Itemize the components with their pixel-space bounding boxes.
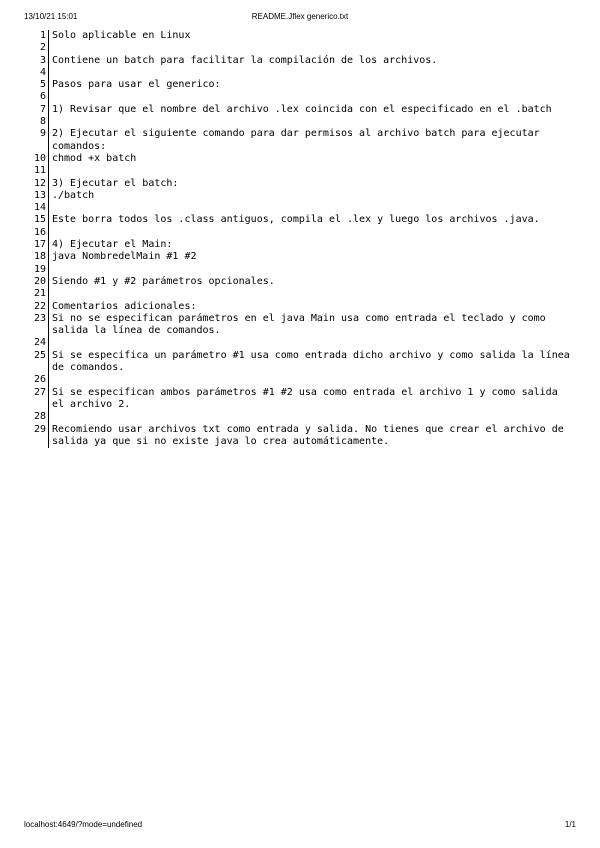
gutter-divider [48, 264, 49, 276]
code-line [30, 349, 576, 375]
line-number: 29 [33, 423, 46, 435]
line-number: 21 [33, 288, 46, 300]
print-header [24, 12, 576, 24]
line-text: Si se especifica un parámetro #1 usa como entrada dicho archivo y como salida la línea de comandos. [52, 349, 576, 374]
gutter-divider [48, 79, 49, 91]
code-line [30, 411, 570, 423]
code-line [30, 178, 570, 190]
gutter-divider [48, 411, 49, 423]
gutter-divider [48, 387, 49, 412]
code-line [30, 91, 570, 103]
code-line [30, 116, 570, 128]
line-number: 22 [33, 300, 46, 312]
code-line [30, 128, 570, 153]
code-line [30, 67, 570, 79]
gutter-divider [48, 165, 49, 177]
line-number: 10 [33, 152, 46, 164]
line-text: 3) Ejecutar el batch: [52, 177, 179, 189]
code-line [30, 190, 570, 202]
gutter-divider [48, 190, 49, 202]
line-number: 12 [33, 177, 46, 189]
gutter-divider [48, 55, 49, 67]
gutter-divider [48, 276, 49, 288]
line-number: 9 [39, 128, 46, 140]
line-number: 27 [33, 386, 46, 398]
code-line [30, 288, 570, 300]
document-title: README.Jflex generico.txt [251, 12, 349, 21]
gutter-divider [48, 350, 49, 375]
line-number: 25 [33, 349, 46, 361]
line-number: 6 [39, 91, 46, 103]
code-line [30, 264, 570, 276]
gutter-divider [48, 67, 49, 79]
gutter-divider [48, 239, 49, 251]
gutter-divider [48, 104, 49, 116]
line-text: Este borra todos los .class antiguos, compila el .lex y luego los archivos .java. [52, 214, 540, 226]
line-number: 2 [39, 42, 46, 54]
line-number: 20 [33, 275, 46, 287]
line-text: 2) Ejecutar el siguiente comando para dar permisos al archivo batch para ejecutar comandos: [52, 128, 546, 152]
line-text: Recomiendo usar archivos txt como entrada y salida. No tienes que crear el archivo de salida ya que si no existe java lo crea automáticamente. [52, 423, 570, 447]
code-line [30, 387, 570, 412]
line-number: 24 [33, 337, 46, 349]
code-line [30, 30, 570, 42]
line-number: 18 [33, 251, 46, 263]
line-number: 19 [33, 263, 46, 275]
line-text: ./batch [52, 189, 95, 201]
line-text: Solo aplicable en Linux [52, 30, 191, 41]
gutter-divider [48, 42, 49, 54]
code-line [30, 276, 570, 288]
line-number: 3 [39, 54, 46, 66]
line-number: 23 [33, 312, 46, 324]
code-line [30, 202, 570, 214]
gutter-divider [48, 153, 49, 165]
page-number: 1/1 [564, 820, 576, 829]
line-text: 1) Revisar que el nombre del archivo .lex coincida con el especificado en el .batch [52, 103, 552, 115]
code-line [30, 227, 570, 239]
line-number: 8 [39, 116, 46, 128]
code-line [30, 55, 570, 67]
code-line [30, 337, 570, 349]
code-line [30, 251, 570, 263]
line-number: 4 [39, 66, 46, 78]
gutter-divider [48, 116, 49, 128]
print-datetime: 13/10/21 15:01 [24, 12, 78, 21]
code-line [30, 79, 570, 91]
line-text: Si no se especifican parámetros en el java Main usa como entrada el teclado y como salida la línea de comandos. [52, 312, 552, 337]
line-text: 4) Ejecutar el Main: [52, 239, 173, 251]
gutter-divider [48, 214, 49, 226]
code-line [30, 374, 570, 386]
gutter-divider [48, 288, 49, 300]
gutter-divider [48, 251, 49, 263]
line-number: 28 [33, 411, 46, 423]
code-line [30, 313, 570, 338]
gutter-divider [48, 313, 49, 338]
code-line [30, 104, 570, 116]
gutter-divider [48, 227, 49, 239]
code-line [30, 301, 570, 313]
gutter-divider [48, 374, 49, 386]
gutter-divider [48, 337, 49, 349]
line-text: java NombredelMain #1 #2 [52, 251, 197, 263]
gutter-divider [48, 301, 49, 313]
gutter-divider [48, 91, 49, 103]
line-number: 26 [33, 374, 46, 386]
code-listing [30, 30, 576, 448]
line-text: Si se especifican ambos parámetros #1 #2 usa como entrada el archivo 1 y como salida el archivo 2. [52, 386, 564, 410]
line-number: 1 [39, 30, 46, 41]
code-line [30, 42, 570, 54]
code-line [30, 214, 570, 226]
line-text: Comentarios adicionales: [52, 300, 197, 312]
code-line [30, 424, 570, 449]
gutter-divider [48, 30, 49, 42]
page-url: localhost:4649/?mode=undefined [24, 820, 143, 829]
line-number: 15 [33, 214, 46, 226]
line-number: 11 [33, 165, 46, 177]
code-line [30, 165, 570, 177]
print-footer [24, 820, 576, 832]
line-text: Contiene un batch para facilitar la compilación de los archivos. [52, 54, 438, 66]
code-line [30, 239, 570, 251]
gutter-divider [48, 202, 49, 214]
line-text: Siendo #1 y #2 parámetros opcionales. [52, 275, 275, 287]
line-text: chmod +x batch [52, 152, 137, 164]
line-number: 5 [39, 79, 46, 91]
code-line [30, 153, 570, 165]
gutter-divider [48, 128, 49, 153]
line-number: 14 [33, 202, 46, 214]
line-number: 16 [33, 226, 46, 238]
line-number: 7 [39, 103, 46, 115]
line-number: 17 [33, 239, 46, 251]
line-number: 13 [33, 189, 46, 201]
gutter-divider [48, 424, 49, 449]
line-text: Pasos para usar el generico: [52, 79, 221, 91]
gutter-divider [48, 178, 49, 190]
